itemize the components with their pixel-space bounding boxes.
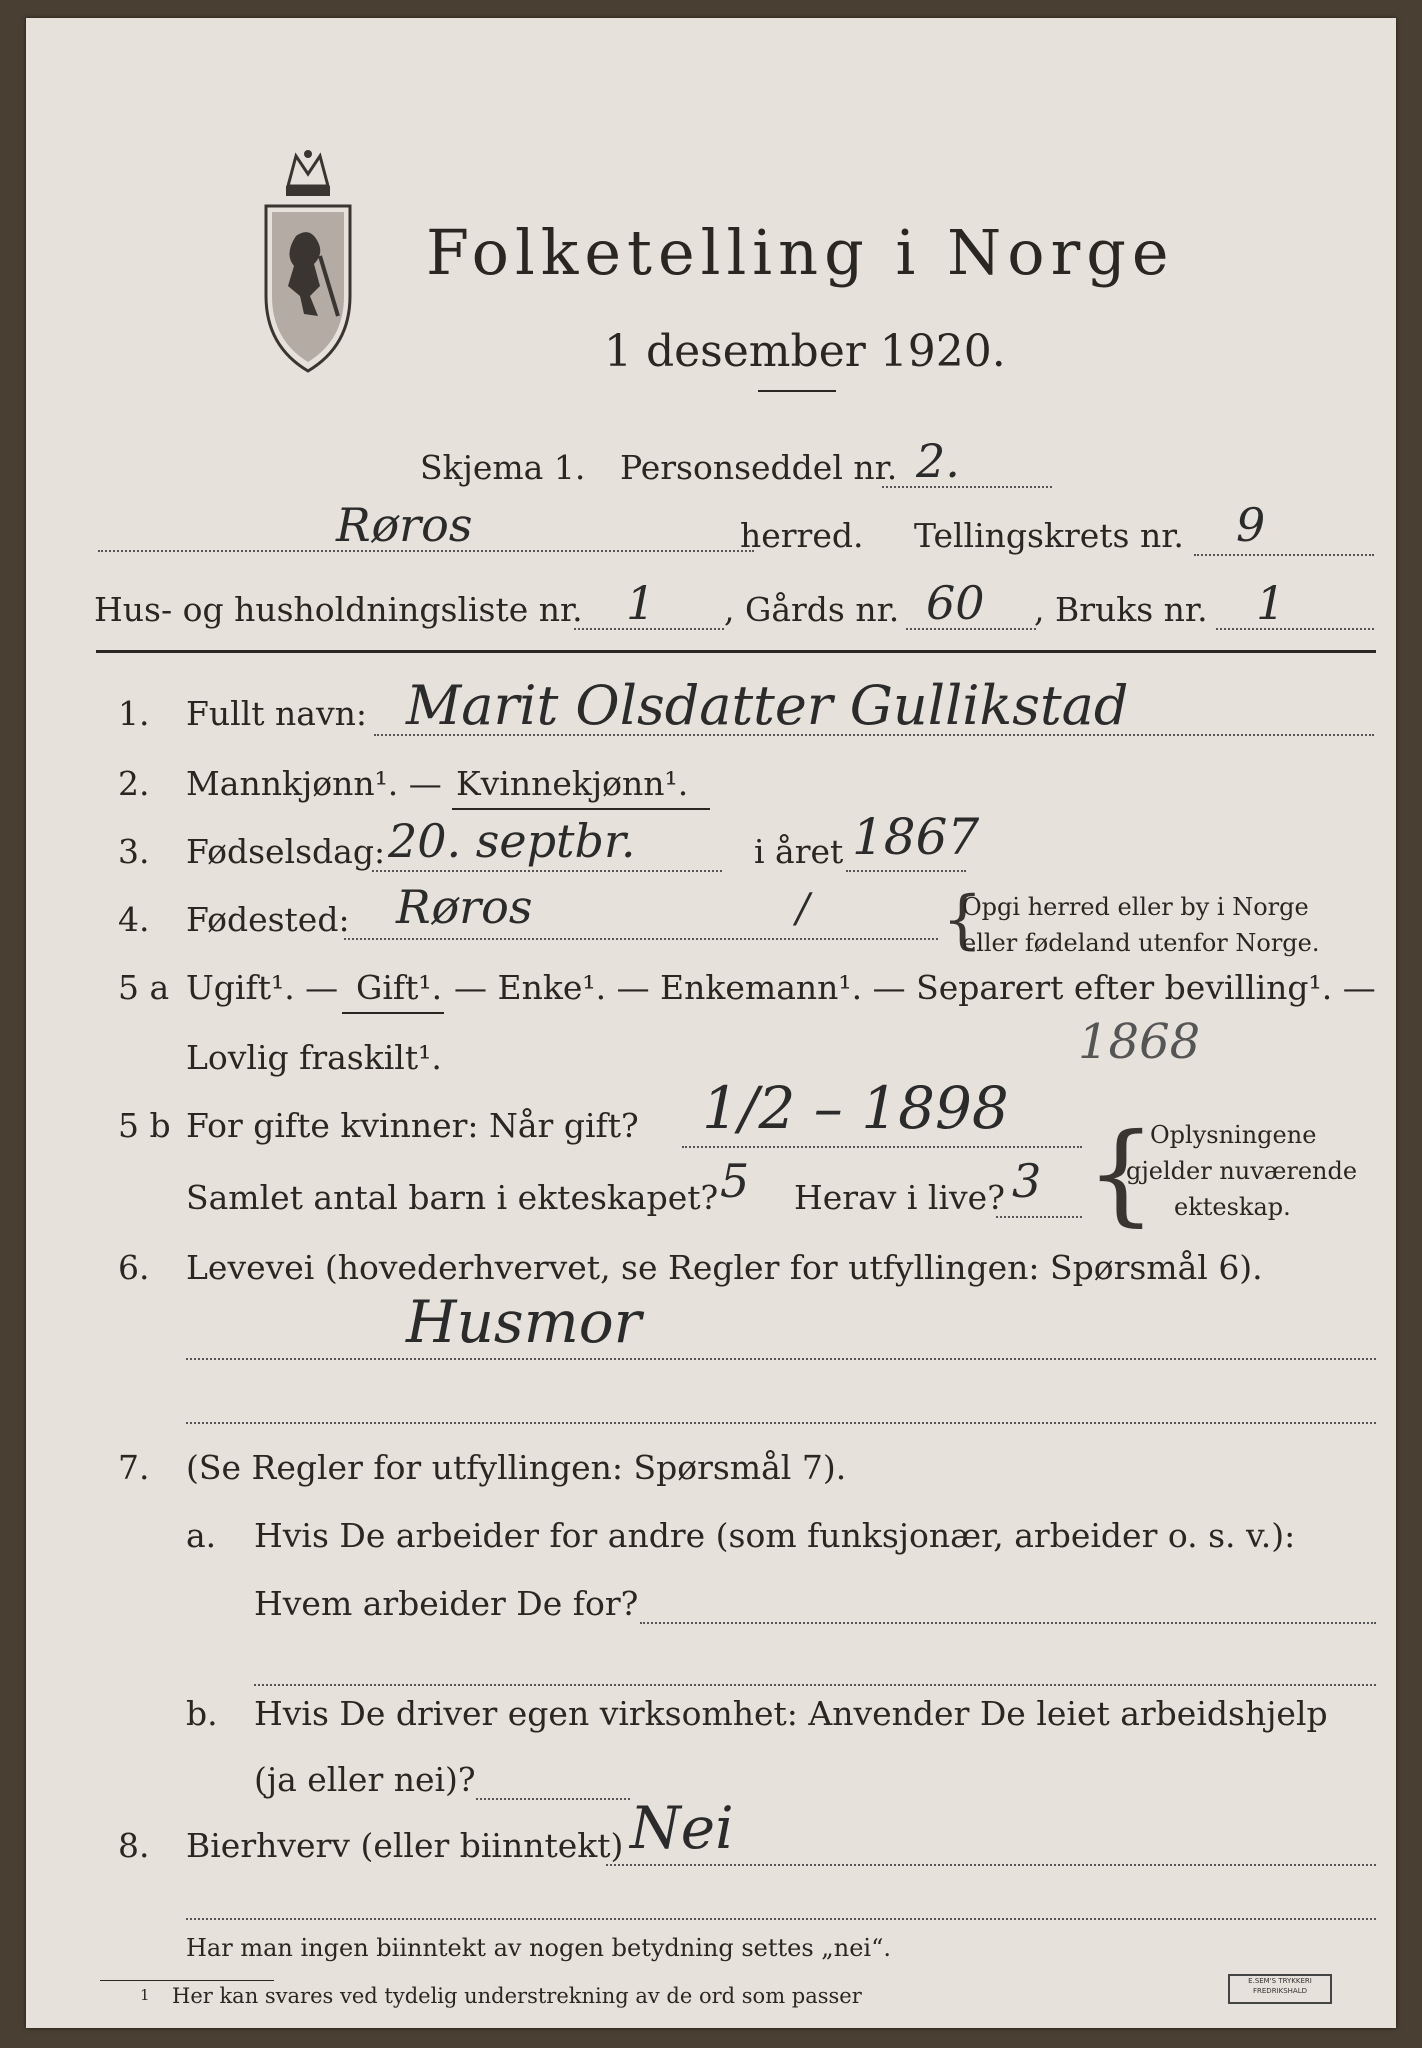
tellingskrets-value: 9 xyxy=(1236,498,1266,552)
occupation-value: Husmor xyxy=(406,1288,642,1356)
hus-label: Hus- og husholdningsliste nr. xyxy=(94,590,583,629)
title-divider xyxy=(758,390,836,392)
q5b-note-1: Oplysningene xyxy=(1150,1121,1317,1149)
q7b-line xyxy=(476,1798,630,1800)
q5b-note-2: gjelder nuværende xyxy=(1126,1157,1358,1185)
q3-line xyxy=(372,870,722,872)
gards-label: , Gårds nr. xyxy=(724,590,900,629)
skjema-label: Skjema 1. xyxy=(420,448,586,487)
footer-note: Har man ingen biinntekt av nogen betydning settes „nei“. xyxy=(186,1934,891,1962)
q3-number: 3. xyxy=(118,832,150,871)
q4-note-2: eller fødeland utenfor Norge. xyxy=(962,929,1320,957)
q7a-line-2 xyxy=(254,1684,1376,1686)
q5b-live-label: Herav i live? xyxy=(794,1178,1005,1217)
q5a-rest: — Enke¹. — Enkemann¹. — Separert efter bevilling¹. — xyxy=(454,968,1376,1007)
footnote-rule xyxy=(100,1980,274,1981)
q5b-barn-label: Samlet antal barn i ekteskapet? xyxy=(186,1178,719,1217)
q8-line-2 xyxy=(186,1918,1376,1920)
q5a-note-value: 1868 xyxy=(1078,1014,1201,1070)
q7a-line1: Hvis De arbeider for andre (som funksjonær, arbeider o. s. v.): xyxy=(254,1516,1296,1555)
q5b-line xyxy=(682,1146,1082,1148)
q4-label: Fødested: xyxy=(186,900,350,939)
q5b-note-3: ekteskap. xyxy=(1174,1193,1291,1221)
birthday-value: 20. septbr. xyxy=(388,814,636,868)
q7a-line xyxy=(640,1622,1376,1624)
q4-number: 4. xyxy=(118,900,150,939)
q7a-line2: Hvem arbeider De for? xyxy=(254,1584,639,1623)
q2-number: 2. xyxy=(118,764,150,803)
q7-number: 7. xyxy=(118,1448,150,1487)
q5a-fraskilt: Lovlig fraskilt¹. xyxy=(186,1038,442,1077)
q5a-gift: Gift¹. xyxy=(356,968,443,1007)
herred-value: Røros xyxy=(336,498,473,552)
q7a-letter: a. xyxy=(186,1516,217,1555)
q1-number: 1. xyxy=(118,694,150,733)
q4-note-1: Opgi herred eller by i Norge xyxy=(962,893,1309,921)
census-form-sheet xyxy=(26,18,1396,2028)
q7b-letter: b. xyxy=(186,1694,218,1733)
q8-label: Bierhverv (eller biinntekt) xyxy=(186,1826,624,1865)
bruks-line xyxy=(1216,628,1374,630)
q6-line-2 xyxy=(186,1422,1376,1424)
q5a-gift-underline xyxy=(342,1012,444,1014)
form-title: Folketelling i Norge xyxy=(426,216,1175,289)
q3-year-label: i året xyxy=(754,832,844,871)
marriage-date-value: 1/2 – 1898 xyxy=(702,1074,1009,1142)
birthplace-value: Røros xyxy=(396,880,533,934)
bruks-value: 1 xyxy=(1256,576,1286,630)
q5b-number: 5 b xyxy=(118,1106,171,1145)
q2-female-underline xyxy=(452,808,710,810)
q5b-label: For gifte kvinner: Når gift? xyxy=(186,1106,639,1145)
q5b-brace: { xyxy=(1086,1109,1156,1237)
personseddel-line xyxy=(882,486,1052,488)
census-date: 1 desember 1920. xyxy=(604,326,1006,377)
tellingskrets-label: Tellingskrets nr. xyxy=(914,516,1184,555)
q4-line xyxy=(344,938,938,940)
herred-label: herred. xyxy=(740,516,864,555)
q5b-live-line xyxy=(996,1216,1082,1218)
q3-year-line xyxy=(846,870,966,872)
birth-year-value: 1867 xyxy=(852,808,980,866)
q1-label: Fullt navn: xyxy=(186,694,367,733)
q4-brace: { xyxy=(942,883,983,957)
q5a-ugift: Ugift¹. — xyxy=(186,968,339,1007)
q6-number: 6. xyxy=(118,1248,150,1287)
personseddel-value: 2. xyxy=(916,434,960,488)
children-alive-value: 3 xyxy=(1012,1154,1042,1208)
q6-label: Levevei (hovederhvervet, se Regler for utfyllingen: Spørsmål 6). xyxy=(186,1248,1263,1287)
q7b-line1: Hvis De driver egen virksomhet: Anvender De leiet arbeidshjelp xyxy=(254,1694,1328,1733)
hus-value: 1 xyxy=(626,576,656,630)
tellingskrets-line xyxy=(1194,554,1374,556)
q2-female: Kvinnekjønn¹. xyxy=(456,764,689,803)
full-name-value: Marit Olsdatter Gullikstad xyxy=(406,674,1129,737)
children-total-value: 5 xyxy=(720,1154,750,1208)
q3-label: Fødselsdag: xyxy=(186,832,386,871)
bruks-label: , Bruks nr. xyxy=(1034,590,1208,629)
footnote-text: Her kan svares ved tydelig understrekning av de ord som passer xyxy=(172,1984,862,2008)
side-income-value: Nei xyxy=(630,1794,734,1862)
personseddel-label: Personseddel nr. xyxy=(620,448,898,487)
q8-line xyxy=(606,1864,1376,1866)
header-rule xyxy=(96,650,1376,653)
q6-line-1 xyxy=(186,1358,1376,1360)
q5a-number: 5 a xyxy=(118,968,170,1007)
printer-stamp: E.SEM'S TRYKKERI FREDRIKSHALD xyxy=(1228,1974,1332,2004)
gards-value: 60 xyxy=(926,576,985,630)
q7-label: (Se Regler for utfyllingen: Spørsmål 7). xyxy=(186,1448,847,1487)
q8-number: 8. xyxy=(118,1826,150,1865)
footnote-number: 1 xyxy=(140,1986,150,2004)
birthplace-mark: / xyxy=(796,886,810,932)
q2-male: Mannkjønn¹. — xyxy=(186,764,442,803)
q7b-line2: (ja eller nei)? xyxy=(254,1760,476,1799)
coat-of-arms-icon xyxy=(258,146,358,376)
